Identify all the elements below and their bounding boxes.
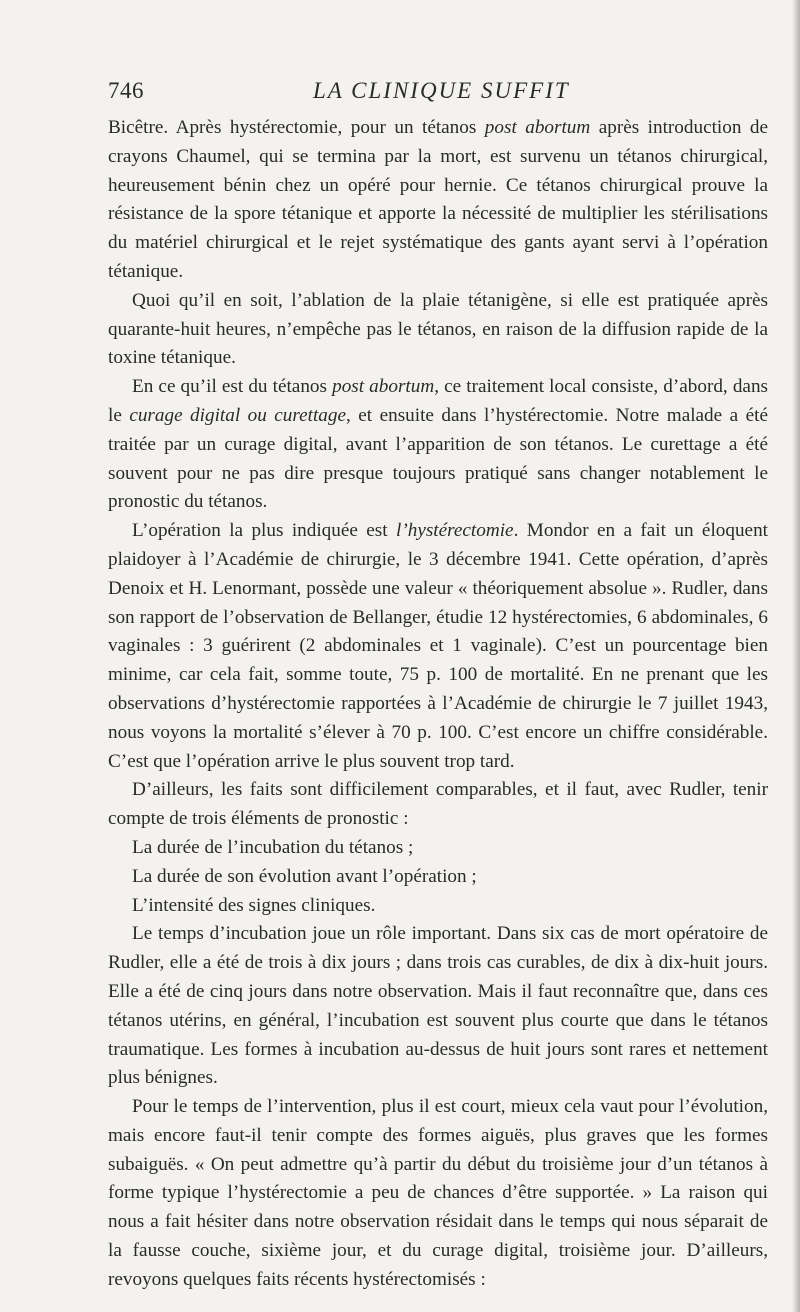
list-item: La durée de son évolution avant l’opération ; bbox=[132, 865, 477, 887]
list-item: La durée de l’incubation du tétanos ; bbox=[132, 836, 414, 858]
paragraph: En ce qu’il est du tétanos post abortum, ce traitement local consiste, d’abord, dans le curage digital ou curettage, et ensuite dans l’hystérectomie. Notre malade a été traitée par un curage digital, avant l’apparition de son tétanos. Le curettage a été souvent pour ne pas dire presque toujours pratiqué sans changer notablement le pronostic du tétanos. bbox=[108, 376, 769, 513]
paragraph: Bicêtre. Après hystérectomie, pour un tétanos post abortum après introduction de crayons Chaumel, qui se termina par la mort, est survenu un tétanos chirurgical, heureusement bénin chez un opéré pour hernie. Ce tétanos chirurgical prouve la résistance de la spore tétanique et apporte la nécessité de multiplier les stérilisations du matériel chirurgical et le rejet systématique des gants ayant servi à l’opération tétanique. bbox=[108, 117, 769, 282]
paragraph: L’opération la plus indiquée est l’hystérectomie. Mondor en a fait un éloquent plaidoyer à l’Académie de chirurgie, le 3 décembre 1941. Cette opération, d’après Denoix et H. Lenormant, possède une valeur « théoriquement absolue ». Rudler, dans son rapport de l’observation de Bellanger, étudie 12 hystérectomies, 6 abdominales, 6 vaginales : 3 guérirent (2 abdominales et 1 vaginale). C’est un pourcentage bien minime, car cela fait, somme toute, 75 p. 100 de mortalité. En ne prenant que les observations d’hystérectomie rapportées à l’Académie de chirurgie le 7 juillet 1943, nous voyons la mortalité s’élever à 70 p. 100. C’est encore un chiffre considérable. C’est que l’opération arrive le plus souvent trop tard. bbox=[108, 520, 768, 772]
page-header bbox=[108, 78, 768, 118]
body-text bbox=[108, 114, 768, 1295]
list-item: L’intensité des signes cliniques. bbox=[132, 894, 376, 916]
paragraph: Pour le temps de l’intervention, plus il est court, mieux cela vaut pour l’évolution, mais encore faut-il tenir compte des formes aiguës, plus graves que les formes subaiguës. « On peut admettre qu’à partir du début du troisième jour d’un tétanos à forme typique l’hystérectomie a peu de chances d’être supportée. » La raison qui nous a fait hésiter dans notre observation résidait dans le temps qui nous séparait de la fausse couche, sixième jour, et du curage digital, troisième jour. D’ailleurs, revoyons quelques faits récents hystérectomisés : bbox=[108, 1096, 768, 1290]
paragraph: Quoi qu’il en soit, l’ablation de la plaie tétanigène, si elle est pratiquée après quarante-huit heures, n’empêche pas le tétanos, en raison de la diffusion rapide de la toxine tétanique. bbox=[108, 289, 768, 369]
paragraph: D’ailleurs, les faits sont difficilement comparables, et il faut, avec Rudler, tenir compte de trois éléments de pronostic : bbox=[108, 779, 768, 830]
paragraph: Le temps d’incubation joue un rôle important. Dans six cas de mort opératoire de Rudler, elle a été de trois à dix jours ; dans trois cas curables, de dix à dix-huit jours. Elle a été de cinq jours dans notre observation. Mais il faut reconnaître que, dans ces tétanos utérins, en général, l’incubation est souvent plus courte que dans le tétanos traumatique. Les formes à incubation au-dessus de huit jours sont rares et nettement plus bénignes. bbox=[108, 923, 768, 1089]
page-number: 746 bbox=[108, 78, 144, 103]
running-title: LA CLINIQUE SUFFIT bbox=[313, 78, 570, 103]
page-edge-shadow bbox=[792, 0, 800, 1312]
